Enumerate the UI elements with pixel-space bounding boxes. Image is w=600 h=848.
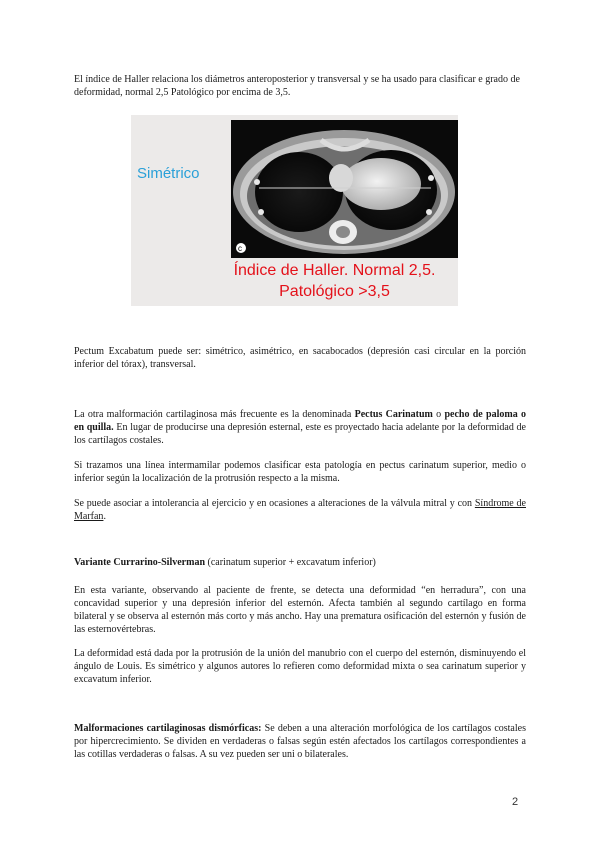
currarino-subtitle: (carinatum superior + excavatum inferior) <box>205 557 376 568</box>
ct-scan-figure <box>131 115 458 306</box>
intolerance-end: . <box>103 511 106 522</box>
intolerance-paragraph <box>74 497 526 523</box>
currarino-paragraph-1: En esta variante, observando al paciente de frente, se detecta una deformidad “en herradura”, con una concavidad superior y una depresión inferior del esternón. Afecta también al segundo cartílago en forma bilateral y se observa al esternón más corto y más ancho. Hay una prematura osificación del esternón y fusión de las esternovértebras. <box>74 585 526 635</box>
carinatum-text-e: En lugar de producirse una depresión esternal, este es proyectado hacia adelante por la deformidad de los cartílagos costales. <box>74 422 526 446</box>
ct-scan-drawing <box>231 120 458 258</box>
marfan-link[interactable]: Síndrome de Marfan <box>74 498 526 522</box>
haller-intro-paragraph: El índice de Haller relaciona los diámetros anteroposterior y transversal y se ha usado para clasificar e grado de deformidad, normal 2,5 Patológico por encima de 3,5. <box>74 74 520 98</box>
figure-label: Simétrico <box>137 165 200 182</box>
carinatum-alias: pecho de paloma o en quilla. <box>74 409 526 433</box>
currarino-heading: Variante Currarino-Silverman <box>74 557 206 568</box>
figure-caption-line1: Índice de Haller. Normal 2,5. <box>233 262 436 279</box>
excavatum-types-paragraph: Pectum Excabatum puede ser: simétrico, asimétrico, en sacabocados (depresión casi circular en la porción inferior del tórax), transversal. <box>74 346 526 370</box>
carinatum-term: Pectus Carinatum <box>354 409 433 420</box>
dysmorphic-paragraph <box>74 722 526 761</box>
dysmorphic-text: Se deben a una alteración morfológica de los cartílagos costales por hipercrecimiento. Se dividen en verdaderas o falsas según estén afectados los cartílagos correspondientes a las cotillas verdaderas o falsas. A su vez pueden ser uni o bilaterales. <box>74 723 526 760</box>
figure-corner-mark: c <box>238 244 242 253</box>
carinatum-paragraph <box>74 408 526 447</box>
figure-caption-line2: Patológico >3,5 <box>279 283 390 300</box>
dysmorphic-heading: Malformaciones cartilaginosas dismórficas: <box>74 723 262 734</box>
carinatum-classification-paragraph: Si trazamos una línea intermamilar podemos clasificar esta patología en pectus carinatum superior, medio o inferior según la localización de la protrusión respecto a la misma. <box>74 460 526 484</box>
page-number: 2 <box>512 796 519 808</box>
intolerance-text: Se puede asociar a intolerancia al ejercicio y en ocasiones a alteraciones de la válvula mitral y con <box>74 498 475 509</box>
currarino-heading-line <box>74 556 526 569</box>
currarino-paragraph-2: La deformidad está dada por la protrusión de la unión del manubrio con el cuerpo del esternón, disminuyendo el ángulo de Louis. Es simétrico y algunos autores lo refieren como deformidad mixta o sea carinatum superior y excavatum inferior. <box>74 648 526 685</box>
carinatum-text-c: o <box>432 409 445 420</box>
carinatum-text-a: La otra malformación cartilaginosa más frecuente es la denominada <box>74 409 355 420</box>
ct-scan-image <box>231 120 458 258</box>
